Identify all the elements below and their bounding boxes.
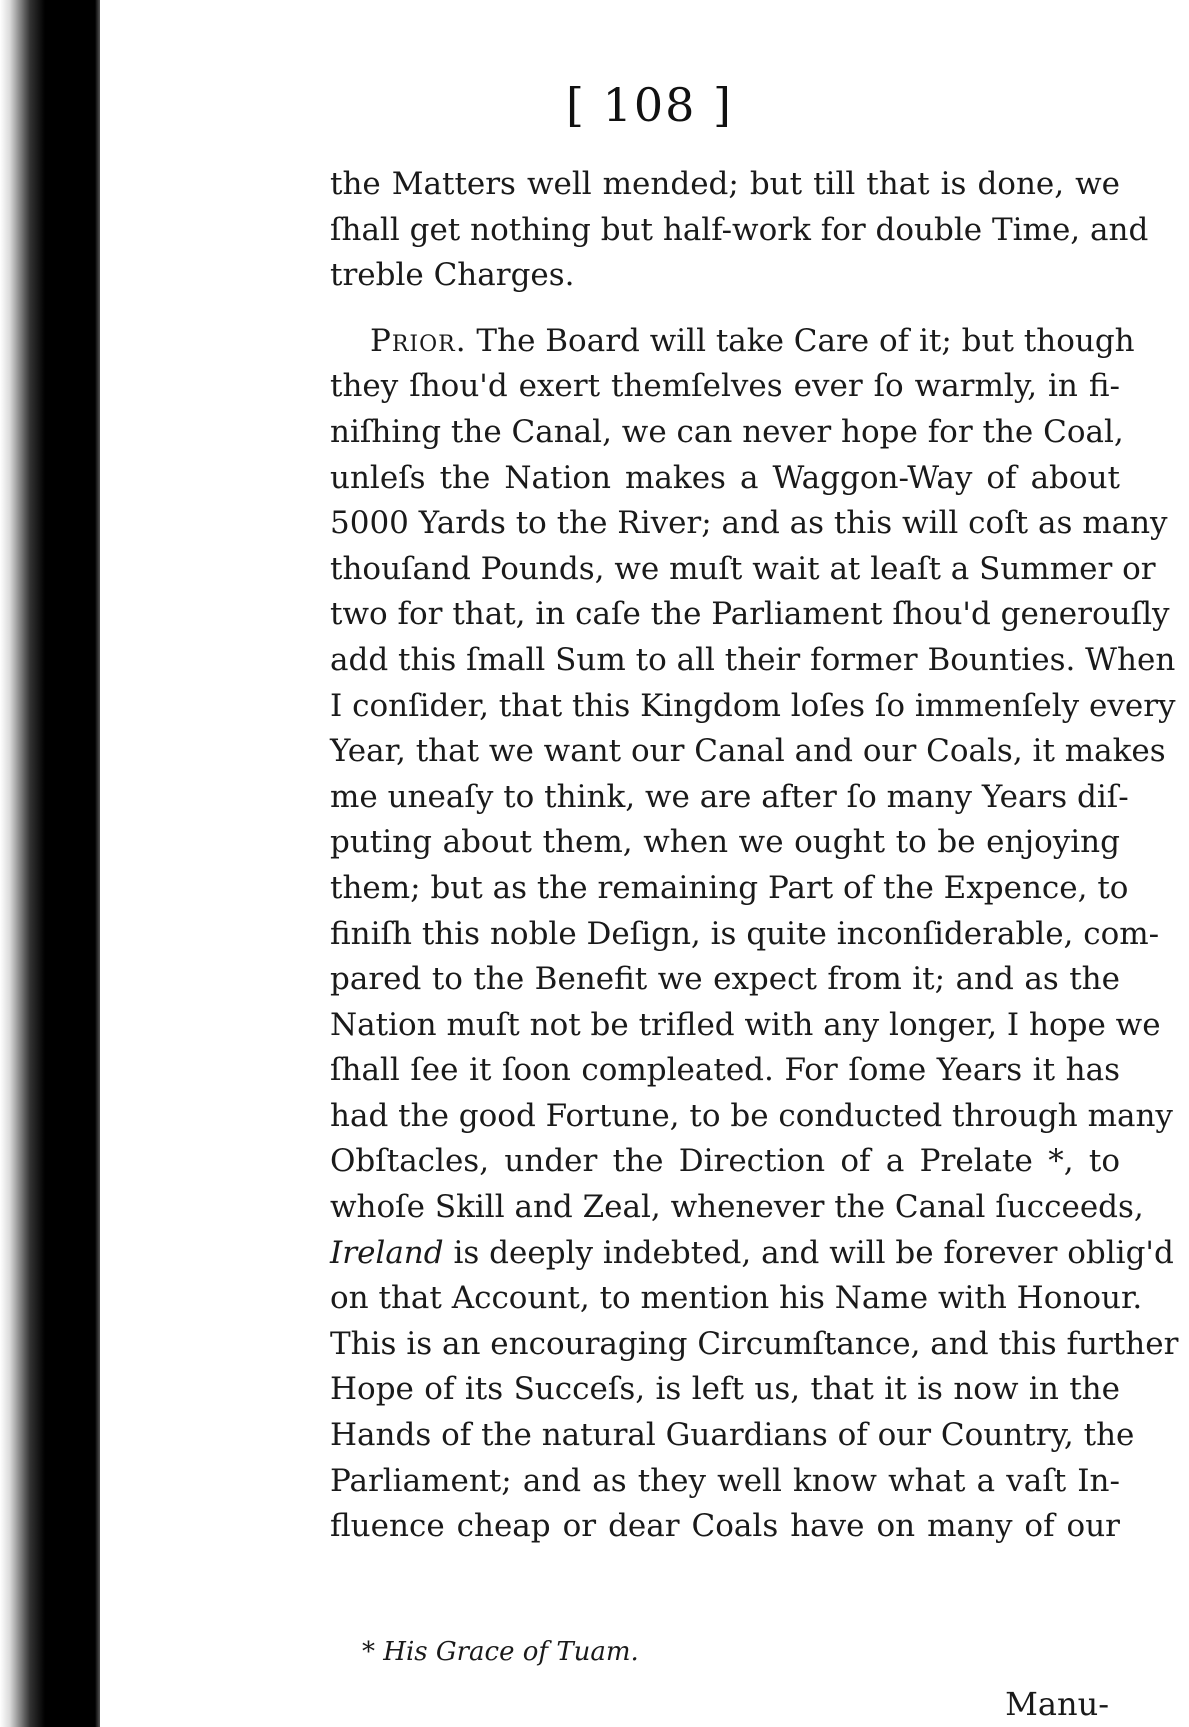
text-line: on that Account, to mention his Name with Honour. [330, 1280, 1143, 1317]
text-line: they ſhou'd exert themſelves ever ſo warmly, in fi- [330, 368, 1120, 405]
text-line: fluence cheap or dear Coals have on many of our [330, 1508, 1120, 1545]
text-line: whoſe Skill and Zeal, whenever the Canal ſucceeds, [330, 1189, 1144, 1226]
book-page [110, 0, 1189, 1727]
footnote: * His Grace of Tuam. [362, 1637, 639, 1667]
text-line: ſhall get nothing but half-work for double Time, and [330, 211, 1149, 248]
text-line: puting about them, when we ought to be enjoying [330, 824, 1120, 861]
paragraph-gap [330, 299, 1120, 319]
text-line: I conſider, that this Kingdom loſes ſo immenſely every [330, 687, 1176, 724]
text-line: had the good Fortune, to be conducted through many [330, 1097, 1173, 1134]
text-line: Prior. The Board will take Care of it; but though [370, 322, 1135, 359]
text-line: thouſand Pounds, we muſt wait at leaſt a Summer or [330, 550, 1156, 587]
text-line: Hands of the natural Guardians of our Country, the [330, 1417, 1135, 1454]
body-text [330, 162, 1179, 1550]
text-line: This is an encouraging Circumſtance, and this further [330, 1325, 1179, 1362]
text-line: finiſh this noble Deſign, is quite inconſiderable, com- [330, 915, 1160, 952]
speaker-name: Prior. [370, 322, 467, 359]
place-name-italic: Ireland [330, 1234, 444, 1271]
text-line: ſhall ſee it ſoon compleated. For ſome Years it has [330, 1052, 1120, 1089]
text-line: niſhing the Canal, we can never hope for the Coal, [330, 413, 1124, 450]
text-line: Ireland is deeply indebted, and will be forever oblig'd [330, 1234, 1174, 1271]
catchword: Manu- [1005, 1685, 1109, 1723]
text-line: them; but as the remaining Part of the Expence, to [330, 869, 1129, 906]
text-line: Nation muſt not be trifled with any longer, I hope we [330, 1006, 1161, 1043]
text-line: me uneaſy to think, we are after ſo many Years diſ- [330, 778, 1129, 815]
text-line: Hope of its Succeſs, is left us, that it is now in the [330, 1371, 1120, 1408]
text-line: Year, that we want our Canal and our Coals, it makes [330, 733, 1166, 770]
text-line: two for that, in caſe the Parliament ſhou'd generouſly [330, 596, 1170, 633]
page-number-header: [ 108 ] [566, 78, 733, 132]
text-line: unleſs the Nation makes a Waggon-Way of about [330, 459, 1120, 496]
text-line: 5000 Yards to the River; and as this will coſt as many [330, 505, 1168, 542]
text-line: Parliament; and as they well know what a vaſt In- [330, 1462, 1120, 1499]
book-binding-edge [0, 0, 100, 1727]
text-line: pared to the Benefit we expect from it; and as the [330, 961, 1120, 998]
text-line: Obſtacles, under the Direction of a Prelate *, to [330, 1143, 1120, 1180]
text-line: treble Charges. [330, 257, 575, 294]
text-line: the Matters well mended; but till that is done, we [330, 166, 1120, 202]
text-line: add this ſmall Sum to all their former Bounties. When [330, 641, 1176, 678]
